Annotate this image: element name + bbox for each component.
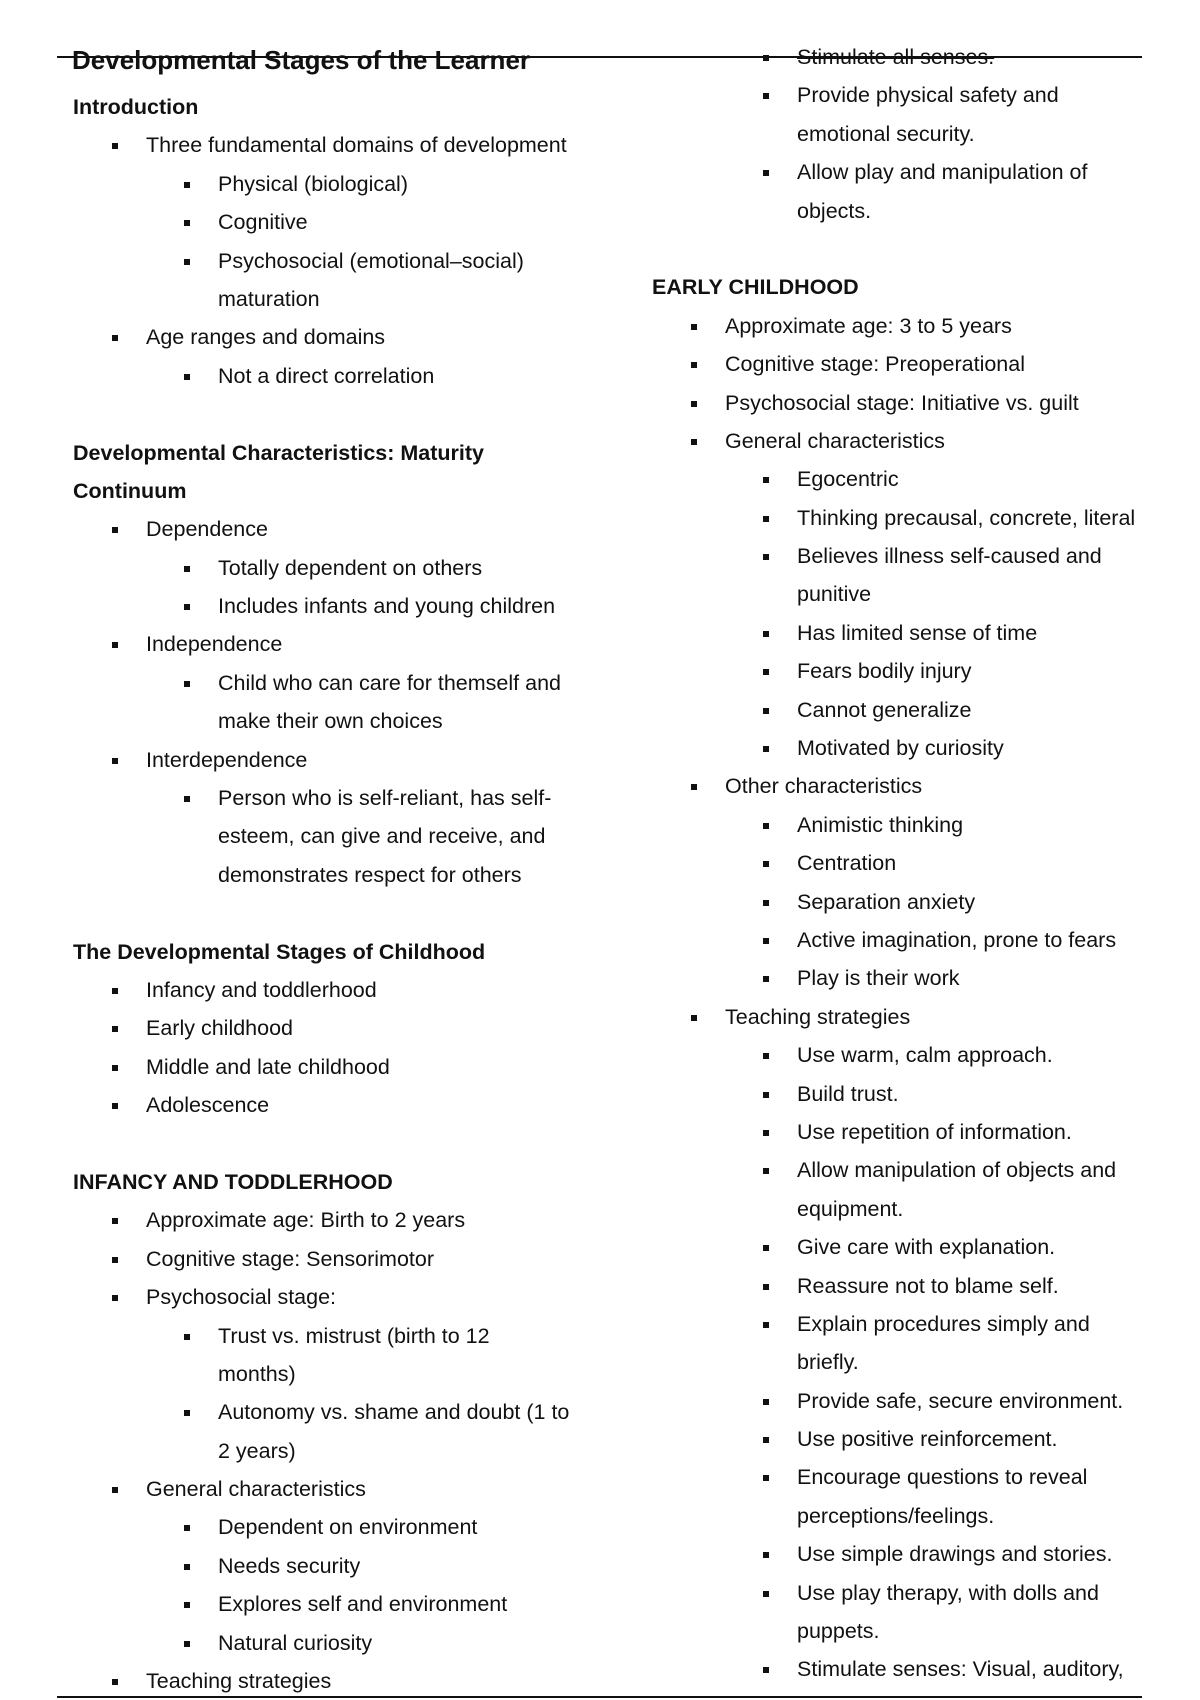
line-text: INFANCY AND TODDLERHOOD [73, 1169, 393, 1194]
line-text: Stimulate senses: Visual, auditory, [797, 1657, 1124, 1682]
sub-list-item [73, 779, 613, 817]
sub-list-item [652, 1036, 1192, 1074]
list-item [652, 998, 1192, 1036]
line-text: demonstrates respect for others [218, 862, 522, 887]
line-text: Age ranges and domains [146, 325, 386, 350]
line-text: Middle and late childhood [146, 1054, 390, 1079]
sub-list-item [73, 1585, 613, 1623]
line-text: Includes infants and young children [218, 594, 556, 619]
sub-list-item [652, 192, 1192, 230]
sub-list-item [652, 1267, 1192, 1305]
square-bullet-icon [763, 861, 769, 867]
line-text: Fears bodily injury [797, 659, 972, 684]
left-column [73, 88, 613, 1700]
square-bullet-icon [184, 681, 190, 687]
list-item [652, 307, 1192, 345]
sub-list-item [73, 203, 613, 241]
sub-list-item [652, 115, 1192, 153]
sub-list-item [652, 1305, 1192, 1343]
section-heading [73, 472, 613, 510]
sub-list-item [652, 844, 1192, 882]
square-bullet-icon [763, 708, 769, 714]
square-bullet-icon [112, 1257, 118, 1263]
line-text: Reassure not to blame self. [797, 1273, 1059, 1298]
square-bullet-icon [763, 1168, 769, 1174]
list-item [73, 318, 613, 356]
line-text: Provide physical safety and [797, 83, 1059, 108]
sub-list-item [73, 1432, 613, 1470]
square-bullet-icon [691, 324, 697, 330]
line-text: Has limited sense of time [797, 620, 1038, 645]
list-item [73, 1470, 613, 1508]
spacer [73, 894, 613, 932]
section-heading [73, 88, 613, 126]
list-item [73, 126, 613, 164]
line-text: Provide safe, secure environment. [797, 1388, 1124, 1413]
square-bullet-icon [763, 1245, 769, 1251]
line-text: briefly. [797, 1350, 859, 1375]
bottom-rule [57, 1696, 1142, 1698]
line-text: Natural curiosity [218, 1630, 373, 1655]
square-bullet-icon [184, 1410, 190, 1416]
square-bullet-icon [763, 746, 769, 752]
square-bullet-icon [763, 900, 769, 906]
sub-list-item [652, 76, 1192, 114]
square-bullet-icon [184, 604, 190, 610]
square-bullet-icon [112, 642, 118, 648]
document-title: Developmental Stages of the Learner [72, 45, 531, 75]
line-text: puppets. [797, 1619, 880, 1644]
sub-list-item [73, 1317, 613, 1355]
square-bullet-icon [184, 259, 190, 265]
sub-list-item [652, 153, 1192, 191]
square-bullet-icon [691, 784, 697, 790]
square-bullet-icon [112, 143, 118, 149]
sub-list-item [652, 806, 1192, 844]
sub-list-item [652, 575, 1192, 613]
sub-list-item [652, 1343, 1192, 1381]
line-text: Motivated by curiosity [797, 736, 1004, 761]
line-text: Encourage questions to reveal [797, 1465, 1088, 1490]
line-text: General characteristics [146, 1477, 366, 1502]
line-text: equipment. [797, 1196, 904, 1221]
line-text: Continuum [73, 478, 187, 503]
square-bullet-icon [763, 170, 769, 176]
line-text: Other characteristics [725, 774, 923, 799]
sub-list-item [73, 165, 613, 203]
line-text: Use simple drawings and stories. [797, 1542, 1113, 1567]
square-bullet-icon [184, 1602, 190, 1608]
line-text: Centration [797, 851, 897, 876]
line-text: Allow play and manipulation of [797, 160, 1088, 185]
line-text: Cognitive stage: Preoperational [725, 352, 1025, 377]
sub-list-item [73, 1547, 613, 1585]
sub-list-item [652, 38, 1192, 76]
line-text: Psychosocial (emotional–social) [218, 248, 524, 273]
line-text: Build trust. [797, 1081, 899, 1106]
square-bullet-icon [112, 1026, 118, 1032]
square-bullet-icon [763, 1130, 769, 1136]
sub-list-item [652, 921, 1192, 959]
line-text: Developmental Characteristics: Maturity [73, 440, 485, 465]
square-bullet-icon [112, 988, 118, 994]
square-bullet-icon [112, 1103, 118, 1109]
sub-list-item [73, 280, 613, 318]
line-text: Teaching strategies [725, 1004, 911, 1029]
line-text: Active imagination, prone to fears [797, 927, 1117, 952]
sub-list-item [73, 817, 613, 855]
square-bullet-icon [184, 182, 190, 188]
square-bullet-icon [763, 938, 769, 944]
line-text: Child who can care for themself and [218, 670, 561, 695]
list-item [73, 971, 613, 1009]
line-text: Trust vs. mistrust (birth to 12 [218, 1323, 490, 1348]
square-bullet-icon [763, 1667, 769, 1673]
line-text: Use warm, calm approach. [797, 1043, 1053, 1068]
line-text: Totally dependent on others [218, 555, 483, 580]
line-text: perceptions/feelings. [797, 1503, 995, 1528]
sub-list-item [652, 537, 1192, 575]
square-bullet-icon [184, 566, 190, 572]
line-text: Physical (biological) [218, 171, 408, 196]
line-text: Explores self and environment [218, 1592, 508, 1617]
square-bullet-icon [184, 220, 190, 226]
section-heading [73, 933, 613, 971]
line-text: months) [218, 1361, 296, 1386]
sub-list-item [73, 1508, 613, 1546]
sub-list-item [652, 729, 1192, 767]
list-item [652, 767, 1192, 805]
sub-list-item [73, 702, 613, 740]
line-text: Adolescence [146, 1093, 270, 1118]
square-bullet-icon [184, 796, 190, 802]
line-text: Cannot generalize [797, 697, 972, 722]
square-bullet-icon [691, 1015, 697, 1021]
line-text: Use play therapy, with dolls and [797, 1580, 1099, 1605]
line-text: Stimulate all senses. [797, 45, 995, 69]
sub-list-item [652, 1535, 1192, 1573]
line-text: Thinking precausal, concrete, literal [797, 505, 1136, 530]
sub-list-item [73, 1355, 613, 1393]
sub-list-item [652, 1228, 1192, 1266]
sub-list-item [652, 614, 1192, 652]
spacer [73, 1125, 613, 1163]
square-bullet-icon [763, 1552, 769, 1558]
line-text: EARLY CHILDHOOD [652, 275, 859, 300]
sub-list-item [652, 1497, 1192, 1535]
line-text: Autonomy vs. shame and doubt (1 to [218, 1400, 570, 1425]
square-bullet-icon [763, 1322, 769, 1328]
sub-list-item [652, 1420, 1192, 1458]
square-bullet-icon [184, 374, 190, 380]
line-text: Explain procedures simply and [797, 1311, 1090, 1336]
sub-list-item [73, 242, 613, 280]
square-bullet-icon [112, 1218, 118, 1224]
sub-list-item [652, 1190, 1192, 1228]
list-item [73, 1086, 613, 1124]
list-item [73, 1278, 613, 1316]
sub-list-item [652, 1382, 1192, 1420]
line-text: Psychosocial stage: Initiative vs. guilt [725, 390, 1079, 415]
sub-list-item [652, 1151, 1192, 1189]
line-text: punitive [797, 582, 872, 607]
line-text: Use positive reinforcement. [797, 1427, 1058, 1452]
sub-list-item [652, 1650, 1192, 1688]
line-text: Introduction [73, 95, 199, 119]
square-bullet-icon [763, 93, 769, 99]
line-text: Infancy and toddlerhood [146, 977, 377, 1002]
line-text: Early childhood [146, 1016, 294, 1041]
list-item [73, 510, 613, 548]
list-item [73, 625, 613, 663]
square-bullet-icon [112, 1065, 118, 1071]
line-text: Needs security [218, 1553, 361, 1578]
list-item [652, 422, 1192, 460]
sub-list-item [652, 499, 1192, 537]
square-bullet-icon [763, 1437, 769, 1443]
square-bullet-icon [691, 362, 697, 368]
line-text: Egocentric [797, 467, 899, 492]
sub-list-item [652, 691, 1192, 729]
line-text: Give care with explanation. [797, 1235, 1056, 1260]
line-text: 2 years) [218, 1438, 296, 1463]
line-text: Independence [146, 632, 283, 657]
line-text: Cognitive stage: Sensorimotor [146, 1246, 435, 1271]
square-bullet-icon [763, 1591, 769, 1597]
square-bullet-icon [763, 1053, 769, 1059]
square-bullet-icon [184, 1641, 190, 1647]
square-bullet-icon [112, 1679, 118, 1685]
sub-list-item [652, 460, 1192, 498]
sub-list-item [652, 1574, 1192, 1612]
line-text: Person who is self-reliant, has self- [218, 786, 552, 811]
square-bullet-icon [763, 1092, 769, 1098]
line-text: objects. [797, 198, 872, 223]
square-bullet-icon [763, 631, 769, 637]
list-item [652, 384, 1192, 422]
line-text: maturation [218, 286, 320, 311]
square-bullet-icon [184, 1525, 190, 1531]
square-bullet-icon [763, 516, 769, 522]
list-item [73, 1009, 613, 1047]
line-text: Approximate age: Birth to 2 years [146, 1208, 466, 1233]
line-text: Use repetition of information. [797, 1119, 1072, 1144]
list-item [73, 1662, 613, 1700]
square-bullet-icon [112, 1487, 118, 1493]
line-text: Animistic thinking [797, 812, 964, 837]
list-item [73, 741, 613, 779]
right-column [652, 38, 1192, 1689]
sub-list-item [73, 664, 613, 702]
line-text: make their own choices [218, 709, 443, 734]
list-item [652, 345, 1192, 383]
line-text: Dependent on environment [218, 1515, 478, 1540]
line-text: The Developmental Stages of Childhood [73, 939, 486, 964]
square-bullet-icon [763, 669, 769, 675]
section-heading [73, 1163, 613, 1201]
square-bullet-icon [112, 1295, 118, 1301]
line-text: esteem, can give and receive, and [218, 824, 546, 849]
sub-list-item [73, 549, 613, 587]
line-text: emotional security. [797, 121, 975, 146]
spacer [73, 395, 613, 433]
line-text: Cognitive [218, 210, 308, 235]
sub-list-item [652, 883, 1192, 921]
line-text: Psychosocial stage: [146, 1285, 337, 1310]
list-item [73, 1201, 613, 1239]
line-text: Interdependence [146, 747, 308, 772]
square-bullet-icon [112, 758, 118, 764]
line-text: Teaching strategies [146, 1669, 332, 1694]
line-text: General characteristics [725, 428, 945, 453]
square-bullet-icon [763, 477, 769, 483]
list-item [73, 1048, 613, 1086]
line-text: Believes illness self-caused and [797, 544, 1102, 569]
square-bullet-icon [112, 527, 118, 533]
sub-list-item [652, 959, 1192, 997]
square-bullet-icon [763, 976, 769, 982]
line-text: Approximate age: 3 to 5 years [725, 313, 1012, 338]
sub-list-item [73, 856, 613, 894]
line-text: Three fundamental domains of development [146, 133, 567, 158]
section-heading [73, 434, 613, 472]
section-heading [652, 268, 1192, 306]
spacer [652, 230, 1192, 268]
square-bullet-icon [112, 335, 118, 341]
sub-list-item [73, 587, 613, 625]
line-text: Allow manipulation of objects and [797, 1158, 1117, 1183]
square-bullet-icon [691, 439, 697, 445]
square-bullet-icon [184, 1564, 190, 1570]
sub-list-item [652, 1075, 1192, 1113]
sub-list-item [73, 1624, 613, 1662]
square-bullet-icon [184, 1334, 190, 1340]
square-bullet-icon [763, 823, 769, 829]
square-bullet-icon [763, 554, 769, 560]
square-bullet-icon [763, 1399, 769, 1405]
list-item [73, 1240, 613, 1278]
square-bullet-icon [763, 1284, 769, 1290]
sub-list-item [73, 1393, 613, 1431]
sub-list-item [652, 652, 1192, 690]
sub-list-item [652, 1113, 1192, 1151]
line-text: Not a direct correlation [218, 363, 435, 388]
line-text: Play is their work [797, 966, 960, 991]
line-text: Dependence [146, 517, 268, 542]
sub-list-item [652, 1458, 1192, 1496]
square-bullet-icon [763, 1475, 769, 1481]
square-bullet-icon [763, 55, 769, 61]
line-text: Separation anxiety [797, 889, 976, 914]
sub-list-item [652, 1612, 1192, 1650]
sub-list-item [73, 357, 613, 395]
square-bullet-icon [691, 401, 697, 407]
